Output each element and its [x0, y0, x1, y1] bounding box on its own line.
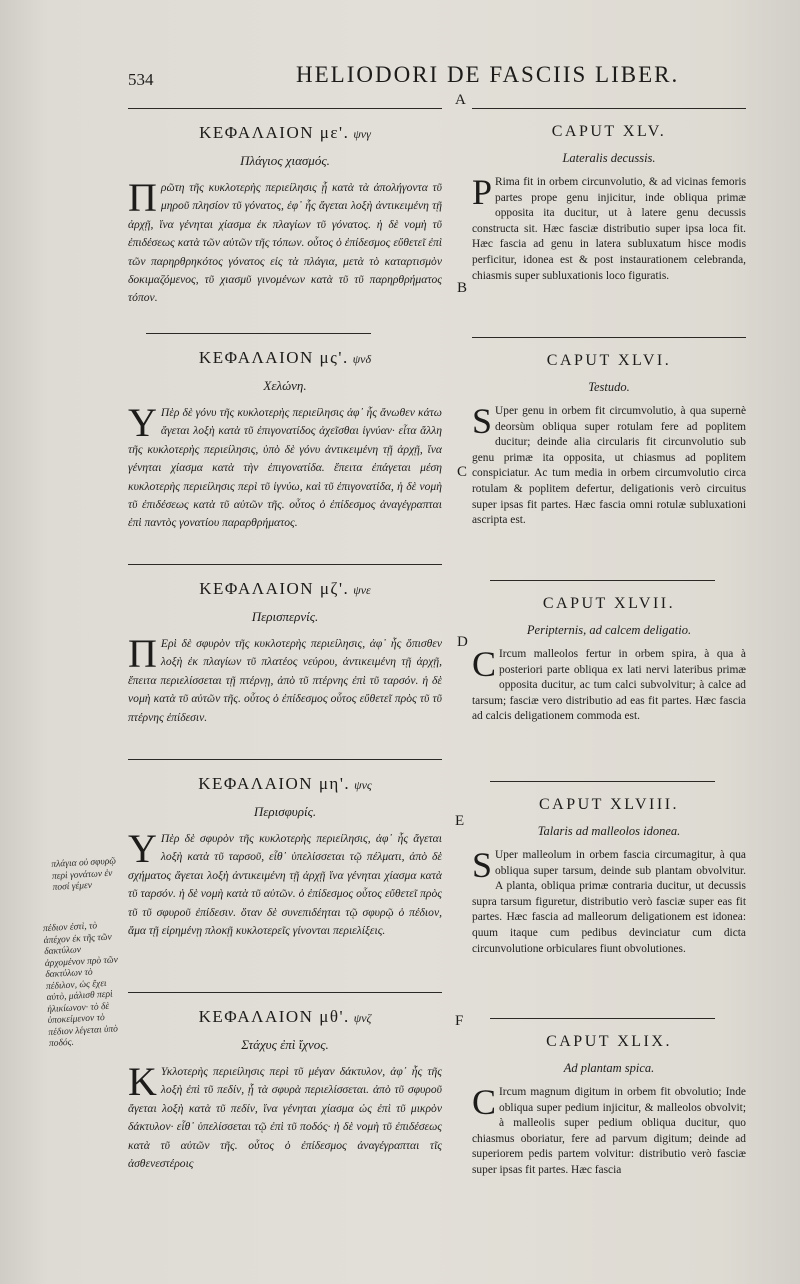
- section-subtitle: Περισφυρίς.: [253, 804, 317, 819]
- rule: [146, 333, 371, 334]
- section-subtitle: Testudo.: [588, 380, 630, 394]
- margin-letter-d: D: [457, 634, 468, 650]
- greek-section-45: [128, 123, 442, 333]
- greek-column: [128, 108, 442, 1197]
- section-heading: CAPUT XLVI.: [546, 352, 672, 369]
- section-subtitle: Lateralis decussis.: [562, 151, 656, 165]
- section-subtitle: Χελώνη.: [263, 378, 307, 393]
- section-subtitle: Peripternis, ad calcem deligatio.: [526, 623, 692, 637]
- drop-initial: C: [472, 1085, 497, 1122]
- drop-initial: Π: [128, 179, 157, 220]
- greek-section-47: [128, 579, 442, 759]
- latin-section-48: [472, 796, 746, 1018]
- section-body: S Uper genu in orbem fit circumvolutio, à qua supernè deorsùm obliqua super rotulam fere ad poplitem ducitur; deinde alia circularis fit circunvolutio sub genu primæ ita opposita, ut chiasmus ad poplitem conspiciatur. Ac tum media in orbem circumvolutio circa rotulam & poplitem defertur, deligationis verò circuitus super ipsas fit partes. Hæc fascia omni rotulæ subluxationi ascripta est.: [472, 404, 746, 527]
- greek-section-48: [128, 774, 442, 992]
- rule: [128, 564, 442, 565]
- section-body: Υ Πὲρ δὲ σφυρὸν τῆς κυκλοτερὴς περιείλησις, ἀφ᾽ ἧς ἄγεται λοξὴ κατὰ τῦ ταρσοῦ, εἶθ᾽ ὑπελίσσεται τῷ πέλματι, ἀπὸ δὲ σχήματος ἄγεται λοξὴ ἀντικειμένη τῇ ἀρχῇ ἵνα γένηται χίασμα κατὰ τῦ ταρσόν. ἡ δὲ νομὴ κατὰ τῦ αὐτῶν. ὁ ἐπίδεσμος οὗτος εὔθετεῖ πρὸς τῦ τῦ σφυροῦ ἐπίδεσιν. ὅταν δὲ συνεπιδέηται τῷ σφυρῷ ὁ πέδιον, ἅμα τῇ εἰρημένῃ πλοκῇ κυκλοτερεῖς γίνονται περιελίξεις.: [128, 830, 442, 938]
- drop-initial: Π: [128, 635, 157, 676]
- drop-initial: Υ: [128, 404, 157, 445]
- rule: [472, 108, 746, 109]
- section-heading: CAPUT XLVIII.: [538, 796, 680, 813]
- rule: [490, 781, 715, 782]
- section-heading: ΚΕΦΑΛΑΙΟΝ μζ'. ψνε: [199, 579, 371, 598]
- running-header: [0, 62, 800, 92]
- drop-initial: P: [472, 175, 493, 212]
- handwritten-note: ψνγ: [353, 127, 371, 141]
- rule: [472, 337, 746, 338]
- latin-section-49: [472, 1033, 746, 1223]
- margin-letter-b: B: [457, 280, 468, 296]
- section-subtitle: Πλάγιος χιασμός.: [240, 153, 330, 168]
- section-heading: ΚΕΦΑΛΑΙΟΝ μθ'. ψνζ: [198, 1007, 372, 1026]
- rule: [490, 1018, 715, 1019]
- section-body: S Uper malleolum in orbem fascia circumagitur, à qua obliqua super tarsum, deinde sub plantam obvolvitur. A planta, obliqua primæ contraria ducitur, ut decussis supra tarsum figuretur, distributio verò fasciæ super eas fit partes. Hæc fascia ad malleorum deligationem est idonea: quum itaque cum pedibus devinciatur cum dicta circunvolutione orbiculares fiunt obvolutiones.: [472, 848, 746, 955]
- section-body: Κ Υκλοτερὴς περιείλησις περὶ τῦ μέγαν δάκτυλον, ἀφ᾽ ἧς τῆς λοξὴ ἐπὶ τῦ πεδίν, ᾗ τὰ σφυρὰ περιελίσσεται. ἀπὸ τῦ σφυροῦ ἄγεται λοξὴ κατὰ τῦ πεδίν, ἵνα γένηται χίασμα ὡς ἐπὶ τῦ μικρὸν δάκτυλον· εἶθ᾽ ὑπελίσσεται τῷ ἐπὶ τῦ ποδός· ἡ δὲ νομὴ τῦ ἐπιδέσεως κατὰ τῦ αὐτῶν τῆς. οὗτος ὁ ἐπίδεσμος ἀναγέγραπται τῖς ἀσθενεστέροις: [128, 1063, 442, 1171]
- greek-section-46: [128, 348, 442, 564]
- drop-initial: S: [472, 404, 493, 441]
- margin-letter-e: E: [455, 813, 465, 829]
- section-body: Υ Πὲρ δὲ γόνυ τῆς κυκλοτερὴς περιείλησις ἀφ᾽ ἧς ἄνωθεν κάτω ἄγεται λοξὴ κατὰ τῦ ἐπιγονατίδος ἀχεῖσθαι ἰγνύαν· εἶτα ἄλλη τῆς κυκλοτερὴς περιείλησις, ὑπὸ δὲ γόνυ ἀντικειμένη τῇ ἀρχῇ, ἵνα γένηται χίασμα κατὰ τὴν ἐπιγονατίδα. ἔπειτα ἐπάγεται μέση κυκλοτερὴς περιείλησις περὶ τῦ ἰγνύω, καὶ τῦ ἐπιγονατίδα, ἡ δὲ νομὴ τῦ ἐπιδέσεως κατὰ τῦ αὐτῶν τῆς. οὗτος ὁ ἐπίδεσμος ἀναγέγραπται ἐπὶ παντὸς γονατίου παραρθρήματος.: [128, 404, 442, 530]
- handwritten-note: ψνδ: [352, 352, 372, 366]
- rule: [128, 992, 442, 993]
- drop-initial: Κ: [128, 1063, 157, 1104]
- drop-initial: S: [472, 848, 493, 885]
- rule: [128, 759, 442, 760]
- section-subtitle: Περισπερνίς.: [251, 609, 319, 624]
- latin-section-47: [472, 595, 746, 781]
- section-subtitle: Στάχυς ἐπὶ ἴχνος.: [241, 1037, 329, 1052]
- section-body: Πρῶτη τῆς κυκλοτερὴς περιείλησις ᾗ κατὰ τὰ ἀπολήγοντα τῦ μηροῦ πλησίον τῦ γόνατος, ἐφ᾽ ἧς ἄγεται λοξὴ ἀντικειμένη τῇ ἀρχῇ, ἵνα γένηται χίασμα ἐκ πλαγίων τῦ γόνατος. ἡ δὲ νομὴ τῦ ἐπιδέσεως κατὰ τῶν αὐτῶν τῆς τόπων. οὗτος ὁ ἐπίδεσμος εὔθετεῖ ἐπὶ τῶν παρηρθρηκότος γόνατος εἰς τὰ πλάγια, μετὰ τὸ καταρτισμὸν δοκιμαζόμενος, τῦ χιασμῦ γινομένων κατὰ τῦ τῦ παρηρθρήματος τόπον.: [128, 179, 442, 305]
- section-heading: ΚΕΦΑΛΑΙΟΝ μη'. ψνς: [198, 774, 372, 793]
- section-heading: ΚΕΦΑΛΑΙΟΝ μς'. ψνδ: [198, 348, 372, 367]
- latin-section-45: [472, 123, 746, 337]
- page-number: 534: [128, 70, 154, 89]
- greek-section-49: [128, 1007, 442, 1197]
- section-heading: CAPUT XLVII.: [542, 595, 676, 612]
- section-heading: CAPUT XLIX.: [546, 1033, 672, 1050]
- section-subtitle: Ad plantam spica.: [563, 1061, 655, 1075]
- section-body: C Ircum malleolos fertur in orbem spira, à qua à posteriori parte obliqua ex lati nervi lateribus primæ opposita ducitur, ac tum calci subvolvitur; à calce ad tarsum; fasciæ vero distributio ad eas fit partes. Hæc fascia ad calcis deligationem commoda est.: [472, 647, 746, 723]
- rule: [128, 108, 442, 109]
- rule: [490, 580, 715, 581]
- marginal-note: πλάγια οὐ σφυρῷ περὶ γονάτων ἐν ποσί γέμεν: [51, 856, 117, 893]
- section-body: P Rima fit in orbem circunvolutio, & ad vicinas femoris partes prope genu injicitur, inde obliqua primæ opposita ita ducitur, ut à latere genu decussis constructa sit. Hæc fasciæ distributio super ipsa loca fit. Hæc fascia ad genu in latera subluxatum hisce modis perficitur, idonea est & post instaurationem celebranda, chiasmis super subluxationis loco figuratis.: [472, 175, 746, 282]
- section-subtitle: Talaris ad malleolos idonea.: [537, 824, 681, 838]
- drop-initial: C: [472, 647, 497, 684]
- running-title: HELIODORI DE FASCIIS LIBER.: [296, 62, 680, 87]
- section-body: C Ircum magnum digitum in orbem fit obvolutio; Inde obliqua super pedium injicitur, & malleolos obvolvit; à malleolis super pedium obliqua ducitur, quo chiasmus oboriatur, fere ad parvum digitum; deinde ad superiorem pedis partem volvitur: distributio verò fasciæ super ipsas fit partes. Hæc fascia: [472, 1085, 746, 1176]
- handwritten-note: ψνζ: [353, 1011, 372, 1025]
- margin-letter-a: A: [455, 92, 466, 108]
- marginal-note: πέδιον ἐστὶ, τὸ ἀπέχον ἐκ τῆς τῶν δακτύλων ἀρχομένον πρὸ τῶν δακτύλων τὸ πέδιλον, ὡς ἔχει αὐτὸ, μάλισθ περὶ ἡλικίωνον· τὸ δὲ ὑποκείμενον τὸ πέδιον λέγεται ὑπὸ ποδός.: [42, 921, 119, 1049]
- handwritten-note: ψνς: [354, 778, 372, 792]
- handwritten-note: ψνε: [353, 583, 371, 597]
- section-heading: ΚΕΦΑΛΑΙΟΝ με'. ψνγ: [199, 123, 371, 142]
- section-heading: CAPUT XLV.: [551, 123, 667, 140]
- section-body: Π Ερὶ δὲ σφυρὸν τῆς κυκλοτερὴς περιείλησις, ἀφ᾽ ἧς ὄπισθεν λοξὴ ἐκ πλαγίων τῦ πλατέος νεύρου, ἀντικειμένη τῇ ἀρχῇ, ἔπειτα περιελίσσεται τῇ πτέρνῃ, ἀπὸ τῦ πτέρνης ἐπὶ τῦ ταρσόν. ἡ δὲ νομὴ κατὰ τῦ αὐτῶν τῆς. οὗτος ὁ ἐπίδεσμος οὗτος εὔθετεῖ πρὸς τῦ τῦ πτέρνης ἐπίδεσιν.: [128, 635, 442, 724]
- latin-section-46: [472, 352, 746, 580]
- margin-letter-f: F: [455, 1013, 464, 1029]
- margin-letter-c: C: [457, 464, 468, 480]
- latin-column: [472, 108, 746, 1223]
- drop-initial: Υ: [128, 830, 157, 871]
